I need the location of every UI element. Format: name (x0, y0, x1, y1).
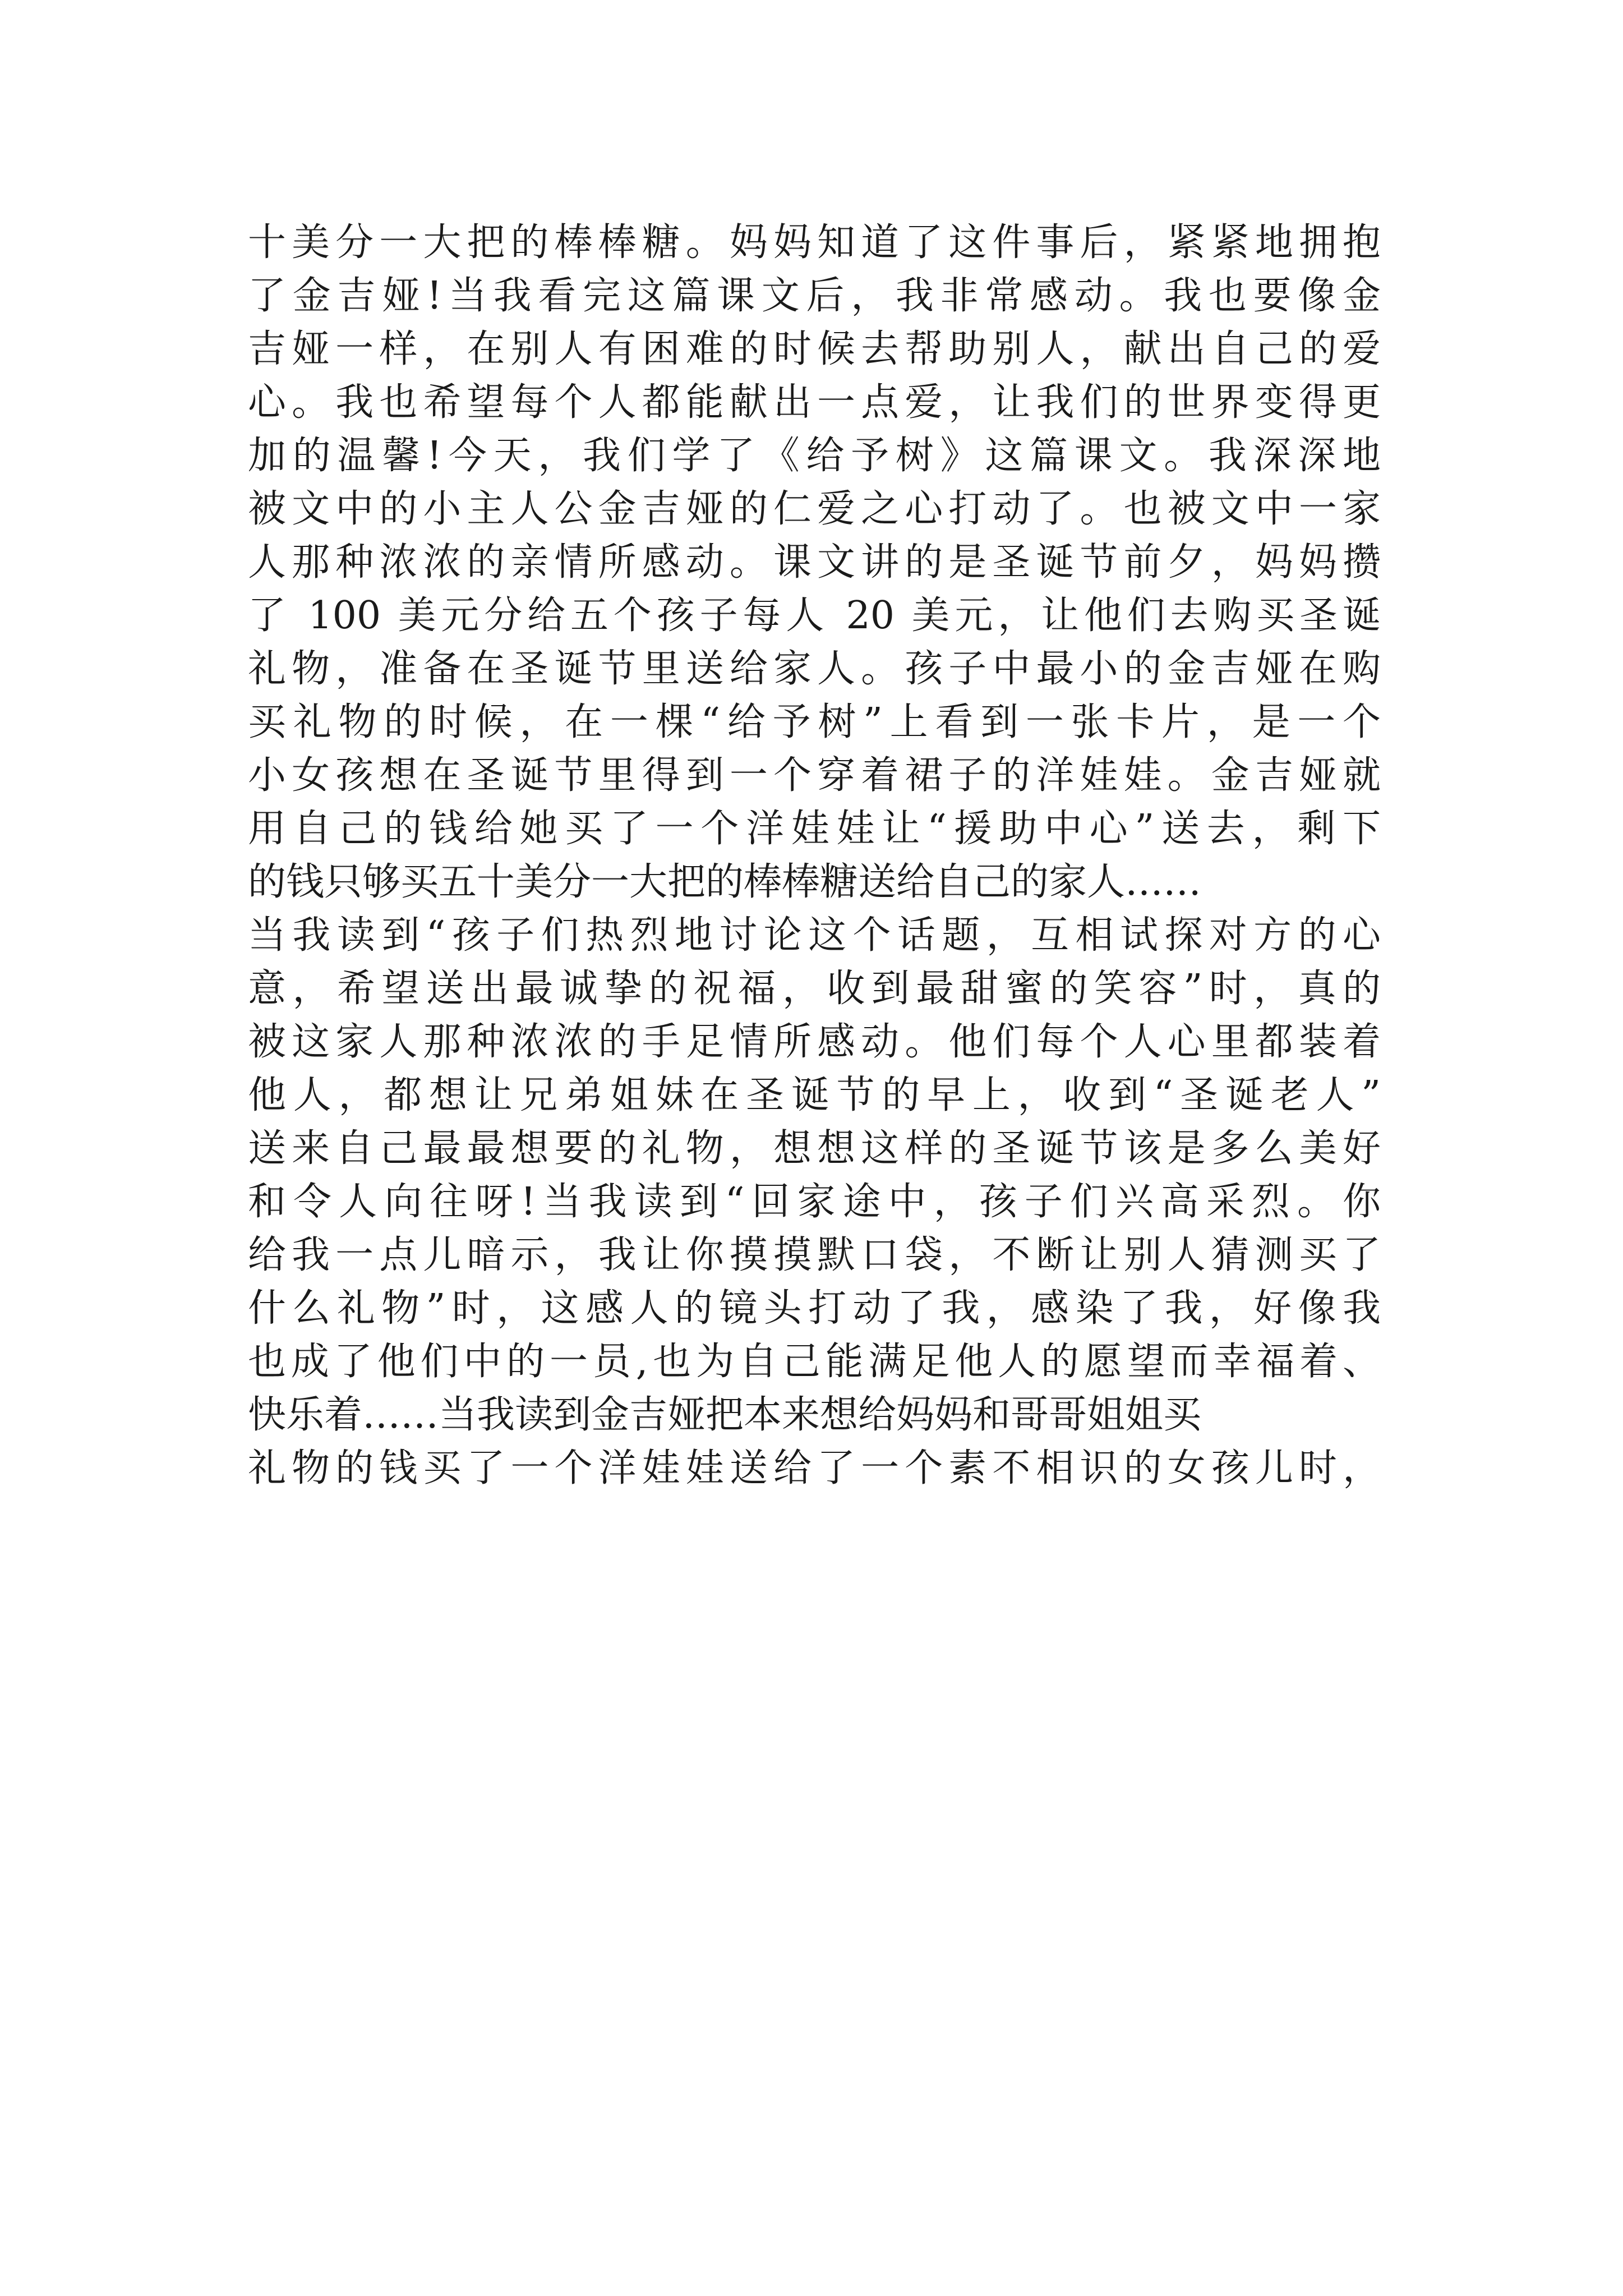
text-line-18: 送来自己最最想要的礼物，想想这样的圣诞节该是多么美好 (248, 1126, 1381, 1171)
text-line-8: 了 100 美元分给五个孩子每人 20 美元，让他们去购买圣诞 (248, 593, 1381, 638)
text-line-16: 被这家人那种浓浓的手足情所感动。他们每个人心里都装着 (248, 1020, 1381, 1064)
text-line-12: 用自己的钱给她买了一个洋娃娃让“援助中心”送去，剩下 (248, 807, 1381, 851)
text-line-19: 和令人向往呀!当我读到“回家途中，孩子们兴高采烈。你 (248, 1180, 1381, 1224)
text-line-10: 买礼物的时候，在一棵“给予树”上看到一张卡片，是一个 (248, 700, 1381, 744)
text-line-24: 礼物的钱买了一个洋娃娃送给了一个素不相识的女孩儿时， (248, 1446, 1381, 1490)
text-line-21: 什么礼物”时，这感人的镜头打动了我，感染了我，好像我 (248, 1286, 1381, 1331)
text-line-15: 意，希望送出最诚挚的祝福，收到最甜蜜的笑容”时，真的 (248, 967, 1381, 1011)
text-line-3: 吉娅一样，在别人有困难的时候去帮助别人，献出自己的爱 (248, 327, 1381, 371)
text-line-22: 也成了他们中的一员,也为自己能满足他人的愿望而幸福着、 (248, 1340, 1381, 1384)
text-line-6: 被文中的小主人公金吉娅的仁爱之心打动了。也被文中一家 (248, 487, 1381, 531)
text-line-13: 的钱只够买五十美分一大把的棒棒糖送给自己的家人…… (248, 860, 1202, 904)
text-line-4: 心。我也希望每个人都能献出一点爱，让我们的世界变得更 (248, 380, 1381, 425)
text-line-11: 小女孩想在圣诞节里得到一个穿着裙子的洋娃娃。金吉娅就 (248, 753, 1381, 798)
text-line-17: 他人，都想让兄弟姐妹在圣诞节的早上，收到“圣诞老人” (248, 1073, 1381, 1117)
text-line-14: 当我读到“孩子们热烈地讨论这个话题，互相试探对方的心 (248, 913, 1381, 958)
text-line-20: 给我一点儿暗示，我让你摸摸默口袋，不断让别人猜测买了 (248, 1233, 1381, 1277)
text-line-1: 十美分一大把的棒棒糖。妈妈知道了这件事后，紧紧地拥抱 (248, 220, 1381, 265)
body-text (248, 216, 1381, 1495)
text-line-23: 快乐着……当我读到金吉娅把本来想给妈妈和哥哥姐姐买 (248, 1393, 1202, 1437)
text-line-9: 礼物，准备在圣诞节里送给家人。孩子中最小的金吉娅在购 (248, 647, 1381, 691)
text-line-7: 人那种浓浓的亲情所感动。课文讲的是圣诞节前夕，妈妈攒 (248, 540, 1381, 585)
text-line-2: 了金吉娅!当我看完这篇课文后，我非常感动。我也要像金 (248, 274, 1381, 318)
text-line-5: 加的温馨!今天，我们学了《给予树》这篇课文。我深深地 (248, 434, 1381, 478)
